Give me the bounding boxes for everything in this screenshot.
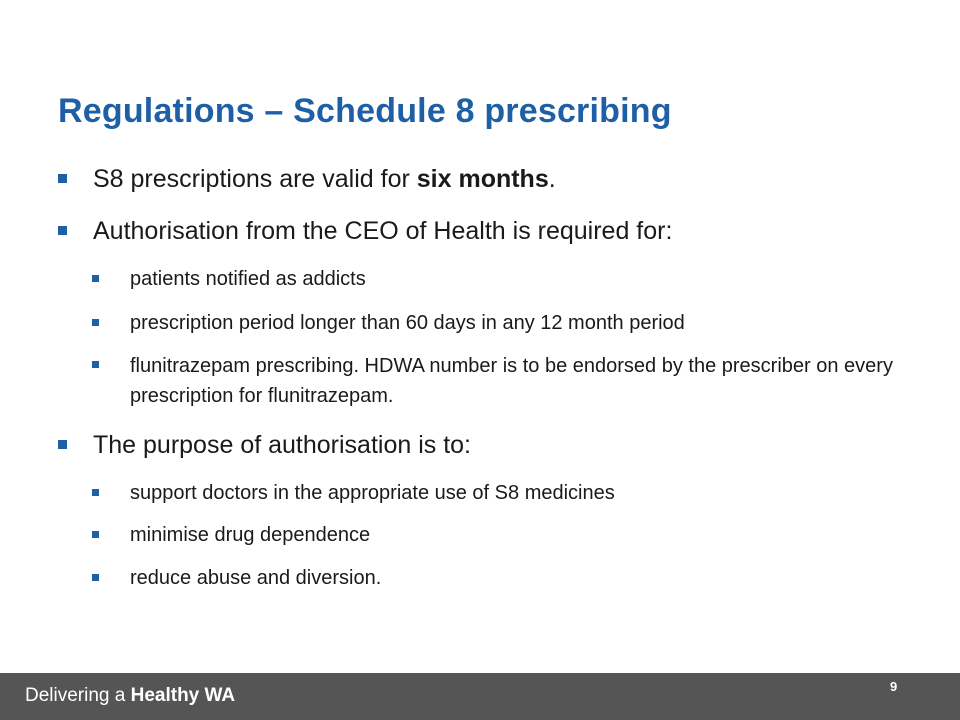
sub-bullet-text: prescription period longer than 60 days in any 12 month period bbox=[130, 312, 685, 334]
sub-bullet-text: patients notified as addicts bbox=[130, 268, 366, 290]
footer-bar bbox=[0, 673, 960, 720]
sub-bullet-text: flunitrazepam prescribing. HDWA number is to be endorsed by the prescriber on every prescription for flunitrazepam. bbox=[130, 355, 893, 407]
bullet-text: The purpose of authorisation is to: bbox=[93, 431, 472, 459]
sub-bullet-text: support doctors in the appropriate use of S8 medicines bbox=[130, 482, 615, 504]
page-number: 9 bbox=[890, 679, 898, 694]
slide-title: Regulations – Schedule 8 prescribing bbox=[58, 92, 672, 130]
square-bullet-icon bbox=[92, 319, 99, 326]
brand-tagline: Delivering a Healthy WA bbox=[25, 685, 236, 706]
square-bullet-icon bbox=[92, 574, 99, 581]
square-bullet-icon bbox=[92, 531, 99, 538]
square-bullet-icon bbox=[92, 489, 99, 496]
square-bullet-icon bbox=[92, 275, 99, 282]
square-bullet-icon bbox=[58, 174, 67, 183]
square-bullet-icon bbox=[58, 226, 67, 235]
square-bullet-icon bbox=[58, 440, 67, 449]
bullet-text: S8 prescriptions are valid for six months. bbox=[93, 165, 556, 193]
sub-bullet-text: minimise drug dependence bbox=[130, 524, 371, 546]
square-bullet-icon bbox=[92, 361, 99, 368]
bullet-text: Authorisation from the CEO of Health is required for: bbox=[93, 217, 673, 245]
sub-bullet-text: reduce abuse and diversion. bbox=[130, 567, 382, 589]
